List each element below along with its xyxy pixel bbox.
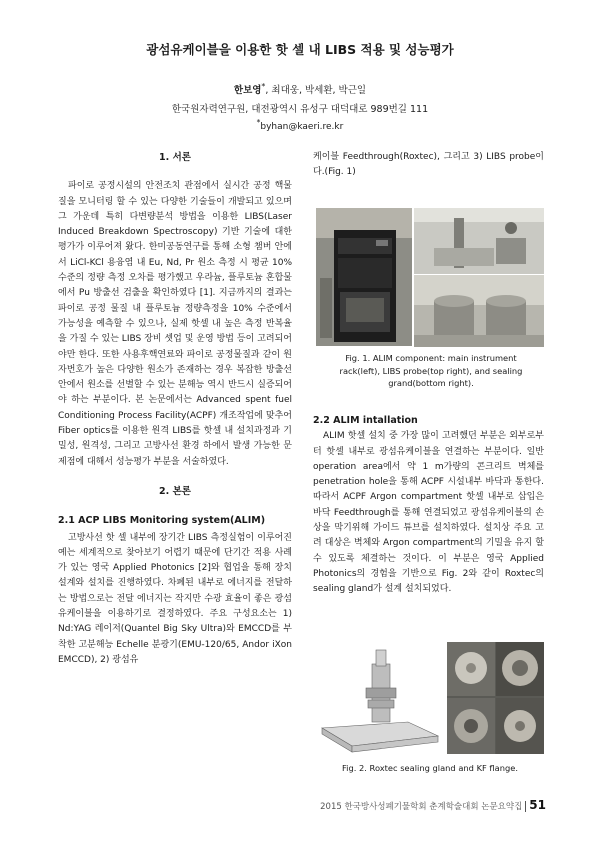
left-column bbox=[58, 150, 292, 668]
figure2-caption: Fig. 2. Roxtec sealing gland and KF flange. bbox=[341, 763, 519, 773]
corresponding-author: 한보영 bbox=[233, 85, 262, 97]
intro-paragraph: 파이로 공정시설의 안전조치 관점에서 실시간 공정 핵물질을 모니터링 할 수 있는 다양한 기술들이 개발되고 있으며 그 가운데 특히 다변량분석 방법을 이용한 LIBS(Laser Induced Breakdown Spectroscopy) 기반 기술에 대한 평가가 이루어져 왔다. 한미공동연구를 통해 소형 챔버 안에서 LiCl-KCl 용융염 내 Eu, Nd, Pr 원소 측정 시 평균 10% 수준의 정량 측정 오차를 평가했고 우라늄, 플루토늄 혼합물에서 Pu 방출선 검출을 확인하였다 [1]. 지금까지의 결과는 파이로 공정 물질 내 플루토늄 정량측정을 10% 수준에서 가능성을 예측할 수 있으나, 실제 핫셀 내 높은 측정 반복율을 가질 수 있는 LIBS 장비 셋업 및 운영 방법 등이 고려되어야만 한다. 또한 사용후핵연료와 파이로 공정물질과 같이 원자번호가 높은 다양한 원소가 존재하는 경우 복잡한 방출선 안에서 원소를 선별할 수 있는 분해능 역시 반드시 실증되어야 하는 부분이다. 본 논문에서는 Advanced spent fuel Conditioning Process Facility(ACPF) 개조작업에 맞추어 Fiber optics를 이용한 원격 LIBS를 핫셀 내 설치과정과 기밀성, 원격성, 그리고 고방사선 환경 하에서 발생 가능한 문제점에 대해서 성능평가 부분을 서술하였다. bbox=[58, 181, 292, 467]
subsection-2-1-heading: 2.1 ACP LIBS Monitoring system(ALIM) bbox=[58, 515, 266, 527]
subsection-2-1-continued: 케이블 Feedthrough(Roxtec), 그리고 3) LIBS probe이다.(Fig. 1) bbox=[313, 152, 544, 178]
intro-heading: 1. 서론 bbox=[159, 152, 191, 163]
right-column-top bbox=[313, 150, 544, 181]
figure1-caption: Fig. 1. ALIM component: main instrument rack(left), LIBS probe(top right), and sealing grand(bottom right). bbox=[339, 353, 523, 388]
footer-conference: 2015 한국방사성폐기물학회 춘계학술대회 논문요약집 bbox=[320, 802, 523, 812]
right-column-body bbox=[313, 413, 544, 598]
author-email bbox=[0, 118, 600, 132]
figure1-instrument-rack-photo bbox=[316, 208, 412, 346]
email-mark: * bbox=[256, 118, 261, 127]
figure1-sealing-grand-photo bbox=[414, 275, 544, 347]
figure2-kf-flange-photos bbox=[447, 642, 544, 754]
page-footer bbox=[320, 798, 546, 812]
email-text: byhan@kaeri.re.kr bbox=[260, 122, 344, 132]
subsection-2-1-paragraph: 고방사선 핫 셀 내부에 장기간 LIBS 측정실험이 이루어진 예는 세계적으로 찾아보기 어렵기 때문에 단기간 적용 사례가 있는 영국 Applied Photonics [2]와 협업을 통해 장치 설계와 설치를 진행하였다. 차폐된 내부로 에너지를 전달하는 방법으로는 전달 에너지는 작지만 수광 효율이 좋은 광섬유케이블을 이용하기로 결정하였다. 주요 구성요소는 1) Nd:YAG 레이저(Quantel Big Sky Ultra)와 EMCCD를 부착한 고분해능 Echelle 분광기(EMU-120/65, Andor iXon EMCCD), 2) 광섬유 bbox=[58, 532, 292, 665]
co-authors: , 최대웅, 박세환, 박근일 bbox=[265, 85, 367, 97]
subsection-2-2-paragraph: ALIM 핫셀 설치 중 가장 많이 고려했던 부분은 외부로부터 핫셀 내부로 광섬유케이블을 연결하는 부분이다. 일반 operation area에서 약 1 m가량의 콘크리트 벽체를 penetration hole을 통해 ACPF 시설내부 바닥과 통한다. 따라서 ACPF Argon compartment 핫셀 내부로 삽입은 바닥 Feedthrough를 통해 연결되었고 광섬유케이블의 손상을 막기위해 가이드 튜브를 설치하였다. 설치상 주요 고려 대상은 벽체와 Argon compartment의 기밀을 유지 할 수 있도록 체결하는 것이다. 이 부분은 영국 Applied Photonics의 경험을 기반으로 Fig. 2와 같이 Roxtec의 sealing gland가 설계 설치되었다. bbox=[313, 431, 544, 595]
footer-divider bbox=[525, 801, 526, 812]
author-mark: * bbox=[261, 82, 266, 91]
affiliation: 한국원자력연구원, 대전광역시 유성구 대덕대로 989번길 111 bbox=[171, 104, 429, 115]
page-number: 51 bbox=[529, 798, 546, 812]
figure1-libs-probe-photo bbox=[414, 208, 544, 274]
paper-title: 광섬유케이블을 이용한 핫 셀 내 LIBS 적용 및 성능평가 bbox=[146, 42, 454, 57]
figure2-sealing-gland-drawing bbox=[316, 642, 444, 754]
subsection-2-2-heading: 2.2 ALIM intallation bbox=[313, 415, 418, 426]
body-heading: 2. 본론 bbox=[159, 485, 191, 497]
author-line bbox=[0, 82, 600, 96]
